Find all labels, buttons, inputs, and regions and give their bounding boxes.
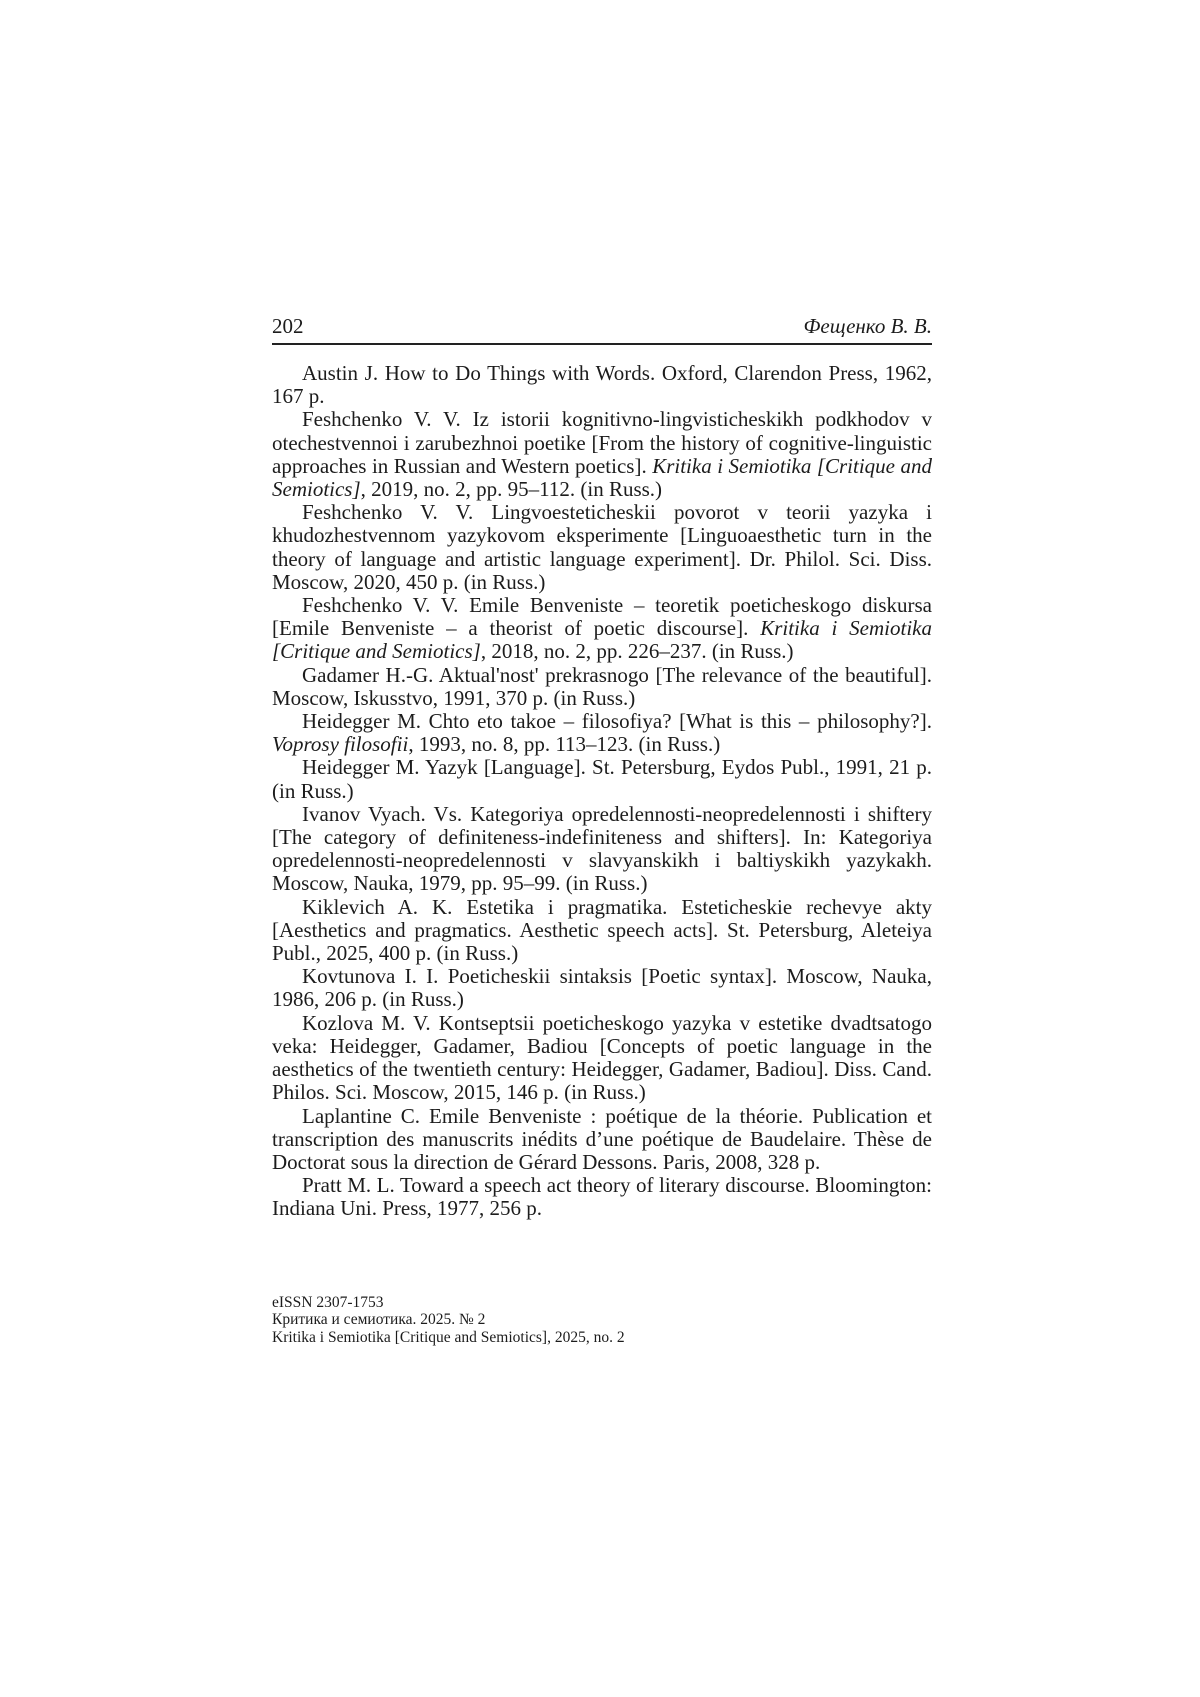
reference-entry [272, 1012, 932, 1105]
page-content [272, 314, 932, 1221]
reference-entry [272, 594, 932, 664]
page-footer [272, 1294, 932, 1346]
reference-entry [272, 664, 932, 710]
reference-text: Heidegger M. Yazyk [Language]. St. Petersburg, Eydos Publ., 1991, 21 p. (in Russ.) [272, 755, 932, 803]
footer-journal-ru: Критика и семиотика. 2025. № 2 [272, 1311, 486, 1329]
reference-entry [272, 896, 932, 966]
reference-text: , 2019, no. 2, pp. 95–112. (in Russ.) [360, 477, 663, 502]
reference-text: Kiklevich A. K. Estetika i pragmatika. Esteticheskie rechevye akty [Aesthetics and pragmatics. Aesthetic speech acts]. St. Petersburg, Aleteiya Publ., 2025, 400 p. (in Russ.) [272, 894, 932, 966]
footer-eissn: eISSN 2307-1753 [272, 1294, 384, 1311]
reference-entry [272, 1105, 932, 1175]
reference-text: Pratt M. L. Toward a speech act theory of literary discourse. Bloomington: Indiana Uni. Press, 1977, 256 p. [272, 1173, 932, 1221]
reference-entry [272, 756, 932, 802]
reference-text: Feshchenko V. V. Emile Benveniste – teoretik poeticheskogo diskursa [Emile Benveniste – a theorist of poetic discourse]. [272, 593, 932, 641]
reference-text: , 1993, no. 8, pp. 113–123. (in Russ.) [408, 732, 721, 757]
reference-entry [272, 965, 932, 1011]
running-title: Фещенко В. В. [803, 314, 932, 338]
reference-entry [272, 362, 932, 408]
reference-text: Austin J. How to Do Things with Words. Oxford, Clarendon Press, 1962, 167 p. [272, 361, 932, 409]
reference-entry [272, 710, 932, 756]
reference-text: , 2018, no. 2, pp. 226–237. (in Russ.) [480, 639, 794, 664]
reference-text-italic: Kritika i Semiotika [Critique and Semiotics] [272, 616, 932, 664]
references-list [272, 362, 932, 1221]
page-number: 202 [272, 314, 304, 338]
reference-text: Feshchenko V. V. Iz istorii kognitivno-lingvisticheskikh podkhodov v otechestvennoi i zarubezhnoi poetike [From the history of cognitive-linguistic approaches in Russian and Western poetics]. [272, 407, 932, 478]
reference-entry [272, 803, 932, 896]
reference-text: Laplantine C. Emile Benveniste : poétique de la théorie. Publication et transcription des manuscrits inédits d’une poétique de Baudelaire. Thèse de Doctorat sous la direction de Gérard Dessons. Paris, 2008, 328 p. [272, 1103, 932, 1174]
footer-journal-en: Kritika i Semiotika [Critique and Semiotics], 2025, no. 2 [272, 1328, 625, 1346]
reference-text: Kovtunova I. I. Poeticheskii sintaksis [Poetic syntax]. Moscow, Nauka, 1986, 206 p. (in Russ.) [272, 964, 932, 1012]
reference-text-italic: Kritika i Semiotika [Critique and Semiotics] [272, 453, 932, 502]
page-header [272, 314, 932, 345]
reference-text: Gadamer H.-G. Aktual'nost' prekrasnogo [The relevance of the beautiful]. Moscow, Iskusstvo, 1991, 370 p. (in Russ.) [272, 662, 932, 710]
reference-text: Kozlova M. V. Kontseptsii poeticheskogo yazyka v estetike dvadtsatogo veka: Heidegger, Gadamer, Badiou [Concepts of poetic language in the aesthetics of the twentieth century: Heidegger, Gadamer, Badiou]. Diss. Cand. Philos. Sci. Moscow, 2015, 146 p. (in Russ.) [272, 1010, 932, 1105]
reference-entry [272, 501, 932, 594]
reference-text-italic: Voprosy filosofii [272, 732, 409, 757]
reference-text: Heidegger M. Chto eto takoe – filosofiya? [What is this – philosophy?]. [302, 709, 932, 734]
reference-entry [272, 1174, 932, 1220]
reference-text: Ivanov Vyach. Vs. Kategoriya opredelennosti-neopredelennosti i shiftery [The category of definiteness-indefiniteness and shifters]. In: Kategoriya opredelennosti-neopredelennosti v slavyanskikh i baltiyskikh yazykakh. Moscow, Nauka, 1979, pp. 95–99. (in Russ.) [272, 801, 932, 896]
reference-entry [272, 408, 932, 501]
reference-text: Feshchenko V. V. Lingvoesteticheskii povorot v teorii yazyka i khudozhestvennom yazykovom eksperimente [Linguoaesthetic turn in the theory of language and artistic language experiment]. Dr. Philol. Sci. Diss. Moscow, 2020, 450 p. (in Russ.) [272, 500, 932, 594]
